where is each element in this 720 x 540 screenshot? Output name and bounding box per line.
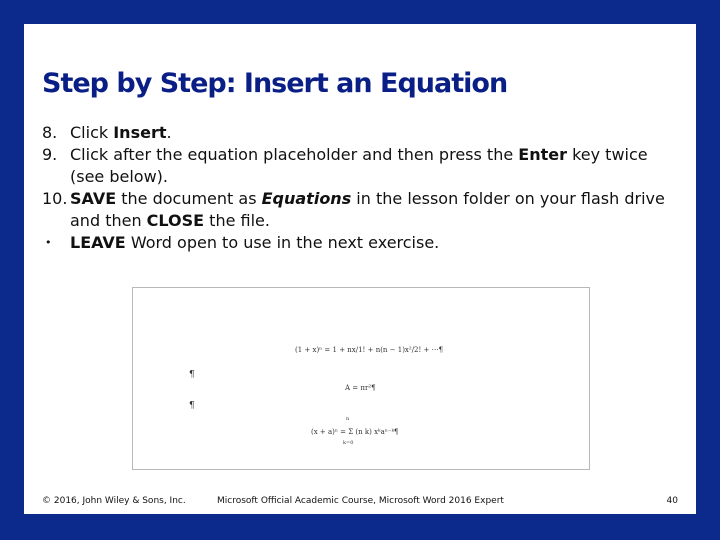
- step-bold: SAVE: [70, 189, 117, 208]
- equation-sum-lower-limit: k=0: [343, 440, 354, 446]
- step-8: [42, 122, 682, 144]
- step-bold: Insert: [113, 123, 167, 142]
- step-bold: CLOSE: [146, 211, 205, 230]
- step-text: the file.: [204, 211, 270, 230]
- step-text: Click after the equation placeholder and then press the: [70, 145, 519, 164]
- steps-list: [42, 122, 682, 254]
- step-number: 8.: [42, 123, 58, 142]
- step-text: in the lesson folder on your flash drive and then: [70, 189, 665, 230]
- equations-screenshot: [132, 287, 590, 470]
- step-text: Word open to use in the next exercise.: [125, 233, 440, 252]
- step-bold: LEAVE: [70, 233, 126, 252]
- step-bold-italic: Equations: [261, 189, 352, 208]
- footer-copyright: © 2016, John Wiley & Sons, Inc.: [42, 496, 186, 506]
- step-number: 10.: [42, 189, 68, 208]
- equation-binomial-series: (1 + x)ⁿ = 1 + nx/1! + n(n − 1)x²/2! + ⋯¶: [295, 346, 444, 354]
- step-10: [42, 188, 682, 232]
- page-number: 40: [666, 496, 678, 506]
- step-bold: Enter: [518, 145, 567, 164]
- step-bullet: [42, 232, 682, 254]
- equation-sum-upper-limit: n: [346, 416, 350, 422]
- step-number: 9.: [42, 145, 58, 164]
- step-9: [42, 144, 682, 188]
- slide-title: Step by Step: Insert an Equation: [42, 68, 508, 99]
- step-text: key twice (see below).: [70, 145, 648, 186]
- pilcrow-mark: ¶: [189, 401, 195, 411]
- pilcrow-mark: ¶: [189, 370, 195, 380]
- slide: [24, 24, 696, 514]
- bullet-icon: •: [45, 236, 52, 249]
- equation-circle-area: A = πr²¶: [345, 384, 376, 392]
- step-text: the document as: [116, 189, 262, 208]
- footer-course: Microsoft Official Academic Course, Microsoft Word 2016 Expert: [217, 496, 504, 506]
- step-text: .: [166, 123, 172, 142]
- step-text: Click: [70, 123, 114, 142]
- equation-binomial-theorem: (x + a)ⁿ = Σ (n k) xᵏaⁿ⁻ᵏ¶: [311, 428, 399, 436]
